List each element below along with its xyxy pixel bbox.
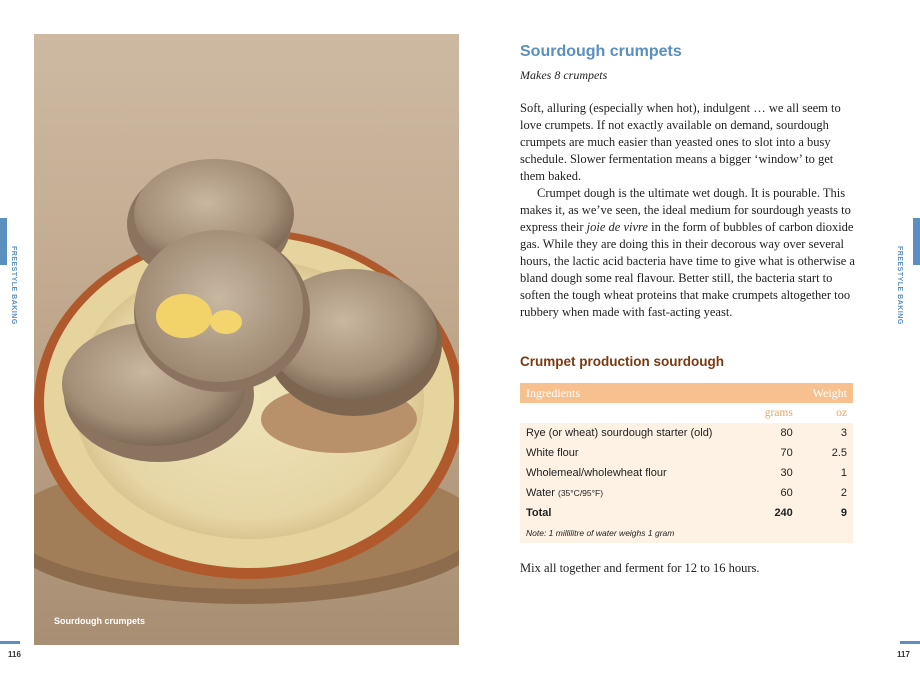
photo-caption: Sourdough crumpets: [54, 616, 146, 626]
recipe-body: [520, 100, 860, 321]
table-header-row: [520, 383, 853, 403]
table-row: Water (35°C/95°F) 60 2: [520, 483, 853, 503]
table-note: Note: 1 millilitre of water weighs 1 gram: [520, 523, 853, 543]
page-number-left: 116: [8, 650, 21, 659]
recipe-title: Sourdough crumpets: [520, 43, 682, 60]
col-weight: Weight: [799, 383, 853, 403]
table-row: White flour 70 2.5: [520, 443, 853, 463]
recipe-yield: Makes 8 crumpets: [520, 68, 608, 82]
table-note-row: [520, 523, 853, 543]
page-number-right: 117: [897, 650, 910, 659]
crumpets-photo: [34, 34, 459, 645]
table-row: Rye (or wheat) sourdough starter (old) 80 3: [520, 423, 853, 443]
section-side-label: FREESTYLE BAKING: [10, 246, 17, 325]
closing-instruction: Mix all together and ferment for 12 to 16 hours.: [520, 561, 760, 575]
section-side-label: FREESTYLE BAKING: [896, 246, 903, 325]
paragraph-2: Crumpet dough is the ultimate wet dough. It is pourable. This makes it, as we’ve seen, the ideal medium for sourdough yeasts to express their joie de vivre in the form of bubbles of carbon dioxide gas. While they are doing this in their decorous way over several hours, the lactic acid bacteria have time to give what is otherwise a bland dough some real flavour. Better still, the bacteria start to soften the tough wheat proteins that make crumpets altogether too rubbery when made with fast-acting yeast.: [520, 186, 855, 319]
side-tab-marker: [913, 218, 920, 265]
unit-oz: oz: [799, 403, 853, 423]
table-total-row: Total 240 9: [520, 503, 853, 523]
unit-grams: grams: [752, 403, 799, 423]
page-number-bar: [0, 641, 20, 644]
side-tab-marker: [0, 218, 7, 265]
col-ingredients: Ingredients: [520, 383, 752, 403]
table-heading: Crumpet production sourdough: [520, 354, 724, 369]
paragraph-1: Soft, alluring (especially when hot), indulgent … we all seem to love crumpets. If not exactly available on demand, sourdough crumpets are much easier than yeasted ones to slot into a busy schedule. Slower fermentation means a bigger ‘window’ to get them baked.: [520, 101, 841, 183]
ingredients-table: [520, 383, 853, 543]
table-units-row: [520, 403, 853, 423]
table-row: Wholemeal/wholewheat flour 30 1: [520, 463, 853, 483]
page-number-bar: [900, 641, 920, 644]
